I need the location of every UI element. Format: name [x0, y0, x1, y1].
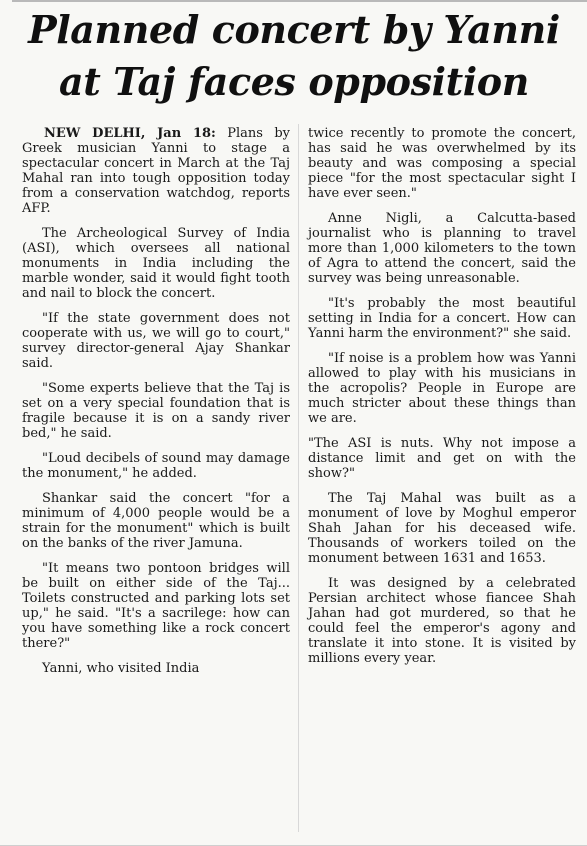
headline-line-1: Planned concert by Yanni [28, 7, 560, 52]
paragraph-7: "It means two pontoon bridges will be built on either side of the Taj... Toilets constructed and parking lots set up," he said. "It's a sacrilege: how can you have something like a rock concert there?" [22, 561, 290, 651]
paragraph-3: "If the state government does not cooperate with us, we will go to court," survey director-general Ajay Shankar said. [22, 311, 290, 371]
paragraph-11: "It's probably the most beautiful setting in India for a concert. How can Yanni harm the environment?" she said. [308, 296, 576, 341]
column-divider [298, 124, 299, 832]
paragraph-13: "The ASI is nuts. Why not impose a distance limit and get on with the show?" [308, 436, 576, 481]
paragraph-6: Shankar said the concert "for a minimum of 4,000 people would be a strain for the monument" which is built on the banks of the river Jamuna. [22, 491, 290, 551]
paragraph-14: The Taj Mahal was built as a monument of love by Moghul emperor Shah Jahan for his deceased wife. Thousands of workers toiled on the monument between 1631 and 1653. [308, 491, 576, 566]
paragraph-2: The Archeological Survey of India (ASI), which oversees all national monuments in India including the marble wonder, said it would fight tooth and nail to block the concert. [22, 226, 290, 301]
paragraph-1 [22, 126, 290, 216]
right-column [308, 126, 576, 666]
dateline: NEW DELHI, Jan 18: [44, 126, 216, 141]
left-column [22, 126, 290, 676]
headline-line-2: at Taj faces opposition [59, 59, 529, 104]
paragraph-12: "If noise is a problem how was Yanni allowed to play with his musicians in the acropolis? People in Europe are much stricter about these things than we are. [308, 351, 576, 426]
paragraph-8: Yanni, who visited India [42, 661, 200, 676]
top-rule [12, 0, 587, 2]
paragraph-1-text: Plans by Greek musician Yanni to stage a spectacular concert in March at the Taj Mahal ran into tough opposition today from a conservation watchdog, reports AFP. [22, 126, 290, 216]
paragraph-4: "Some experts believe that the Taj is set on a very special foundation that is fragile because it is on a sandy river bed," he said. [22, 381, 290, 441]
paragraph-15: It was designed by a celebrated Persian architect whose fiancee Shah Jahan had got murdered, so that he could feel the emperor's agony and translate it into stone. It is visited by millions every year. [308, 576, 576, 666]
paragraph-10: Anne Nigli, a Calcutta-based journalist who is planning to travel more than 1,000 kilometers to the town of Agra to attend the concert, said the survey was being unreasonable. [308, 211, 576, 286]
paragraph-5: "Loud decibels of sound may damage the monument," he added. [22, 451, 290, 481]
paragraph-9: twice recently to promote the concert, has said he was overwhelmed by its beauty and was composing a special piece "for the most spectacular sight I have ever seen." [308, 126, 576, 201]
